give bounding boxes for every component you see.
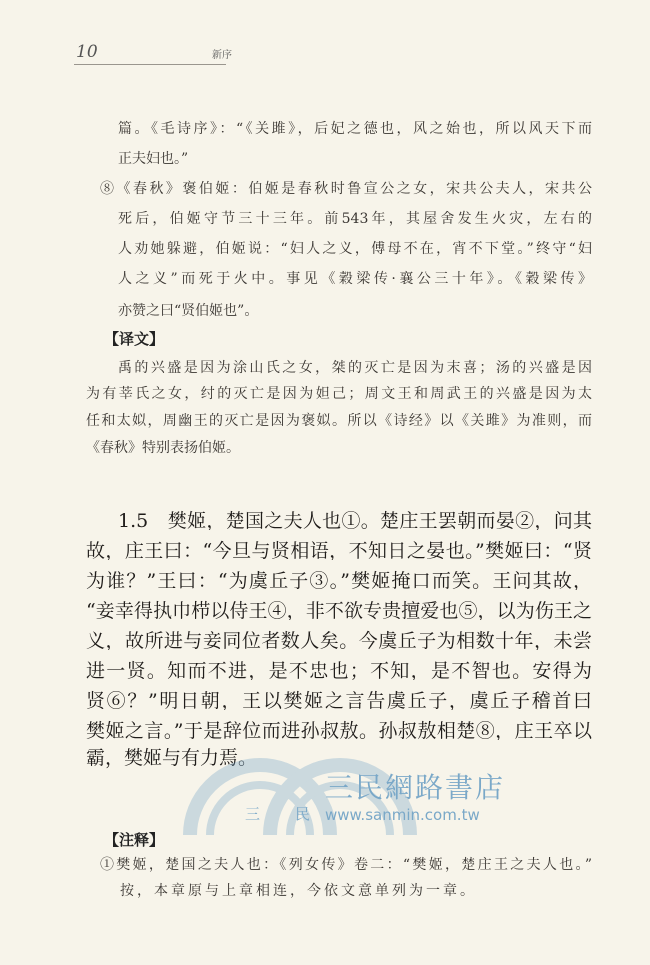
annotation-line: 按，本章原与上章相连，今依文意单列为一章。	[120, 883, 477, 899]
page-number: 10	[76, 42, 98, 62]
note-line: ⑧《春秋》褒伯姬：伯姬是春秋时鲁宣公之女，宋共公夫人，宋共公	[100, 181, 592, 197]
translation-line: 《春秋》特别表扬伯姬。	[86, 440, 240, 456]
main-line: “妾幸得执巾栉以侍王④，非不欲专贵擅爱也⑤，以为伤王之	[86, 600, 592, 620]
header-rule	[74, 64, 226, 65]
note-line: 人之义”而死于火中。事见《穀梁传·襄公三十年》。《穀梁传》	[118, 271, 592, 287]
note-line: 篇。《毛诗序》：“《关雎》，后妃之德也，风之始也，所以风天下而	[118, 121, 592, 137]
translation-line: 禹的兴盛是因为涂山氏之女，桀的灭亡是因为末喜；汤的兴盛是因	[118, 360, 592, 376]
main-line: 进一贤。知而不进，是不忠也；不知，是不智也。安得为	[86, 660, 592, 680]
watermark-logo-char: 三	[245, 805, 261, 823]
translation-line: 为有莘氏之女，纣的灭亡是因为妲己；周文王和周武王的兴盛是因为太	[86, 386, 592, 402]
main-line: 故，庄王曰：“今旦与贤相语，不知日之晏也。”樊姬曰：“贤	[86, 540, 592, 560]
note-line: 正夫妇也。”	[118, 151, 189, 167]
watermark-title: 三民網路書店	[325, 771, 506, 804]
translation-line: 任和太姒，周幽王的灭亡是因为褒姒。所以《诗经》以《关雎》为准则，而	[86, 413, 592, 429]
main-line: 贤⑥？”明日朝，王以樊姬之言告虞丘子，虞丘子稽首曰	[86, 690, 592, 710]
main-line: 义，故所进与妾同位者数人矣。今虞丘子为相数十年，未尝	[86, 630, 592, 650]
running-title: 新序	[212, 50, 232, 61]
main-line: 霸，樊姬与有力焉。	[86, 747, 258, 769]
note-line: 亦赞之曰“贤伯姬也”。	[118, 303, 259, 319]
note-line: 人劝她躲避，伯姬说：“妇人之义，傅母不在，宵不下堂。”终守“妇	[118, 241, 592, 257]
main-line: 为谁？”王曰：“为虞丘子③。”樊姬掩口而笑。王问其故，	[86, 570, 592, 590]
note-line: 死后，伯姬守节三十三年。前543年，其屋舍发生火灾，左右的	[118, 211, 592, 227]
translation-heading: 【译文】	[104, 330, 165, 348]
main-line: 1.5 樊姬，楚国之夫人也①。楚庄王罢朝而晏②，问其	[118, 510, 592, 530]
watermark-logo-char: 民	[295, 805, 311, 823]
main-line: 樊姬之言。”于是辞位而进孙叔敖。孙叔敖相楚⑧，庄王卒以	[86, 720, 592, 740]
annotations-heading: 【注释】	[104, 831, 165, 849]
annotation-line: ①樊姬，楚国之夫人也：《列女传》卷二：“樊姬，楚庄王之夫人也。”	[100, 857, 592, 873]
watermark-url: www.sanmin.com.tw	[325, 806, 480, 824]
